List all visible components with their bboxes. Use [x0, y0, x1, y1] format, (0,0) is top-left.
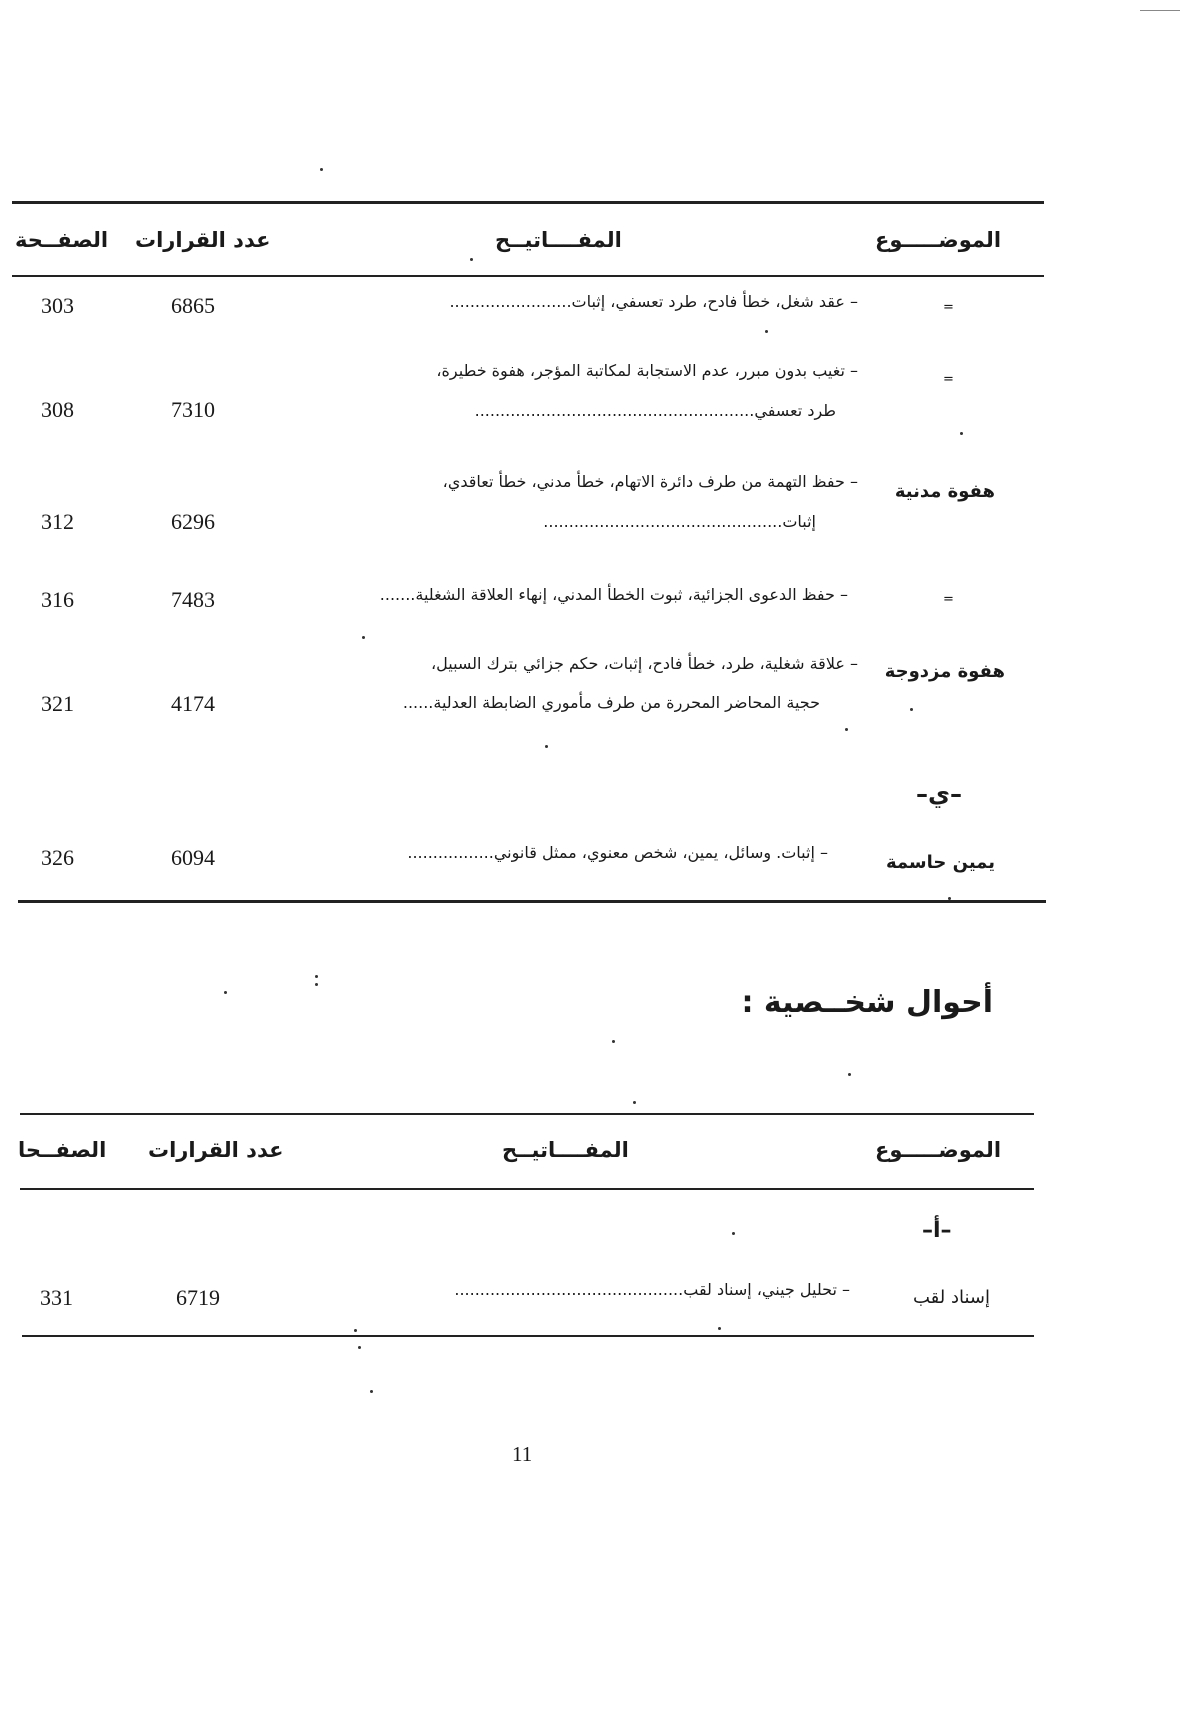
- row-keywords: – تحليل جيني، إسناد لقب.............................................: [454, 1280, 850, 1299]
- row-count: 7483: [171, 587, 215, 612]
- scan-speck: [765, 330, 768, 333]
- table2-header-keys: المفــــاتيــح: [502, 1138, 629, 1162]
- section-title: أحوال شخــصية :: [741, 985, 993, 1020]
- scan-speck: [320, 168, 323, 171]
- row-page: 321: [41, 691, 74, 716]
- row-subject: هفوة مدنية: [894, 481, 995, 502]
- row-count: 6719: [176, 1285, 220, 1310]
- scan-speck: [633, 1101, 636, 1104]
- ditto-mark: =: [943, 300, 954, 315]
- table2-header-rule: [20, 1188, 1034, 1190]
- scan-speck: [732, 1232, 735, 1235]
- table1-top-rule: [12, 201, 1044, 204]
- page-number: 11: [512, 1442, 533, 1466]
- table2-bottom-rule: [22, 1335, 1034, 1337]
- table1-bottom-rule: [18, 900, 1046, 903]
- table2-header-count: عدد القرارات: [148, 1138, 284, 1162]
- table1-header-rule: [12, 275, 1044, 277]
- scan-speck: [370, 1390, 373, 1393]
- table1-header-count: عدد القرارات: [135, 228, 271, 252]
- row-page: 312: [41, 509, 74, 534]
- table2-header-subject: الموضـــــوع: [875, 1138, 1002, 1162]
- table2-header-page: الصفــحا: [18, 1138, 107, 1162]
- scan-speck: [612, 1040, 615, 1043]
- table1-header-subject: الموضـــــوع: [875, 228, 1002, 252]
- row-keywords: – إثبات. وسائل، يمين، شخص معنوي، ممثل قانوني.................: [407, 843, 828, 862]
- row-keywords: – تغيب بدون مبرر، عدم الاستجابة لمكاتبة المؤجر، هفوة خطيرة،: [436, 361, 858, 380]
- row-keywords-cont: حجية المحاضر المحررة من طرف مأموري الضابطة العدلية......: [402, 693, 820, 712]
- table1-header-page: الصفــحة: [15, 228, 109, 252]
- scan-speck: [358, 1346, 361, 1349]
- scan-speck: [470, 258, 473, 261]
- row-count: 6296: [171, 509, 215, 534]
- row-count: 4174: [171, 691, 215, 716]
- row-count: 7310: [171, 397, 215, 422]
- scan-speck: [354, 1329, 357, 1332]
- row-page: 308: [41, 397, 74, 422]
- row-subject: يمين حاسمة: [885, 852, 995, 873]
- row-keywords: – علاقة شغلية، طرد، خطأ فادح، إثبات، حكم جزائي بترك السبيل،: [430, 654, 858, 673]
- scan-speck: [948, 897, 951, 900]
- table1-header-keys: المفــــاتيــح: [495, 228, 622, 252]
- section-letter: –ي–: [916, 780, 962, 808]
- row-page: 303: [41, 293, 74, 318]
- ditto-mark: =: [943, 592, 954, 607]
- row-keywords: – حفظ التهمة من طرف دائرة الاتهام، خطأ مدني، خطأ تعاقدي،: [442, 472, 858, 491]
- scan-speck: [315, 975, 318, 978]
- row-keywords: – حفظ الدعوى الجزائية، ثبوت الخطأ المدني، إنهاء العلاقة الشغلية.......: [379, 585, 848, 604]
- row-count: 6865: [171, 293, 215, 318]
- ditto-mark: =: [943, 372, 954, 387]
- scan-speck: [845, 728, 848, 731]
- row-keywords-cont: إثبات...............................................: [543, 512, 816, 531]
- row-keywords-cont: طرد تعسفي.......................................................: [474, 401, 836, 420]
- scan-speck: [718, 1327, 721, 1330]
- scan-speck: [848, 1073, 851, 1076]
- row-subject: هفوة مزدوجة: [884, 661, 1005, 682]
- row-count: 6094: [171, 845, 215, 870]
- row-keywords: – عقد شغل، خطأ فادح، طرد تعسفي، إثبات........................: [449, 292, 858, 311]
- scan-speck: [960, 432, 963, 435]
- section-letter: –أ–: [922, 1218, 952, 1243]
- row-page: 331: [40, 1285, 73, 1310]
- table2-top-rule: [20, 1113, 1034, 1115]
- scan-speck: [362, 636, 365, 639]
- edge-mark: [1140, 10, 1180, 11]
- scan-speck: [224, 991, 227, 994]
- scan-speck: [315, 983, 318, 986]
- scan-speck: [545, 745, 548, 748]
- scan-speck: [910, 708, 913, 711]
- row-page: 316: [41, 587, 74, 612]
- row-page: 326: [41, 845, 74, 870]
- row-subject: إسناد لقب: [912, 1287, 990, 1308]
